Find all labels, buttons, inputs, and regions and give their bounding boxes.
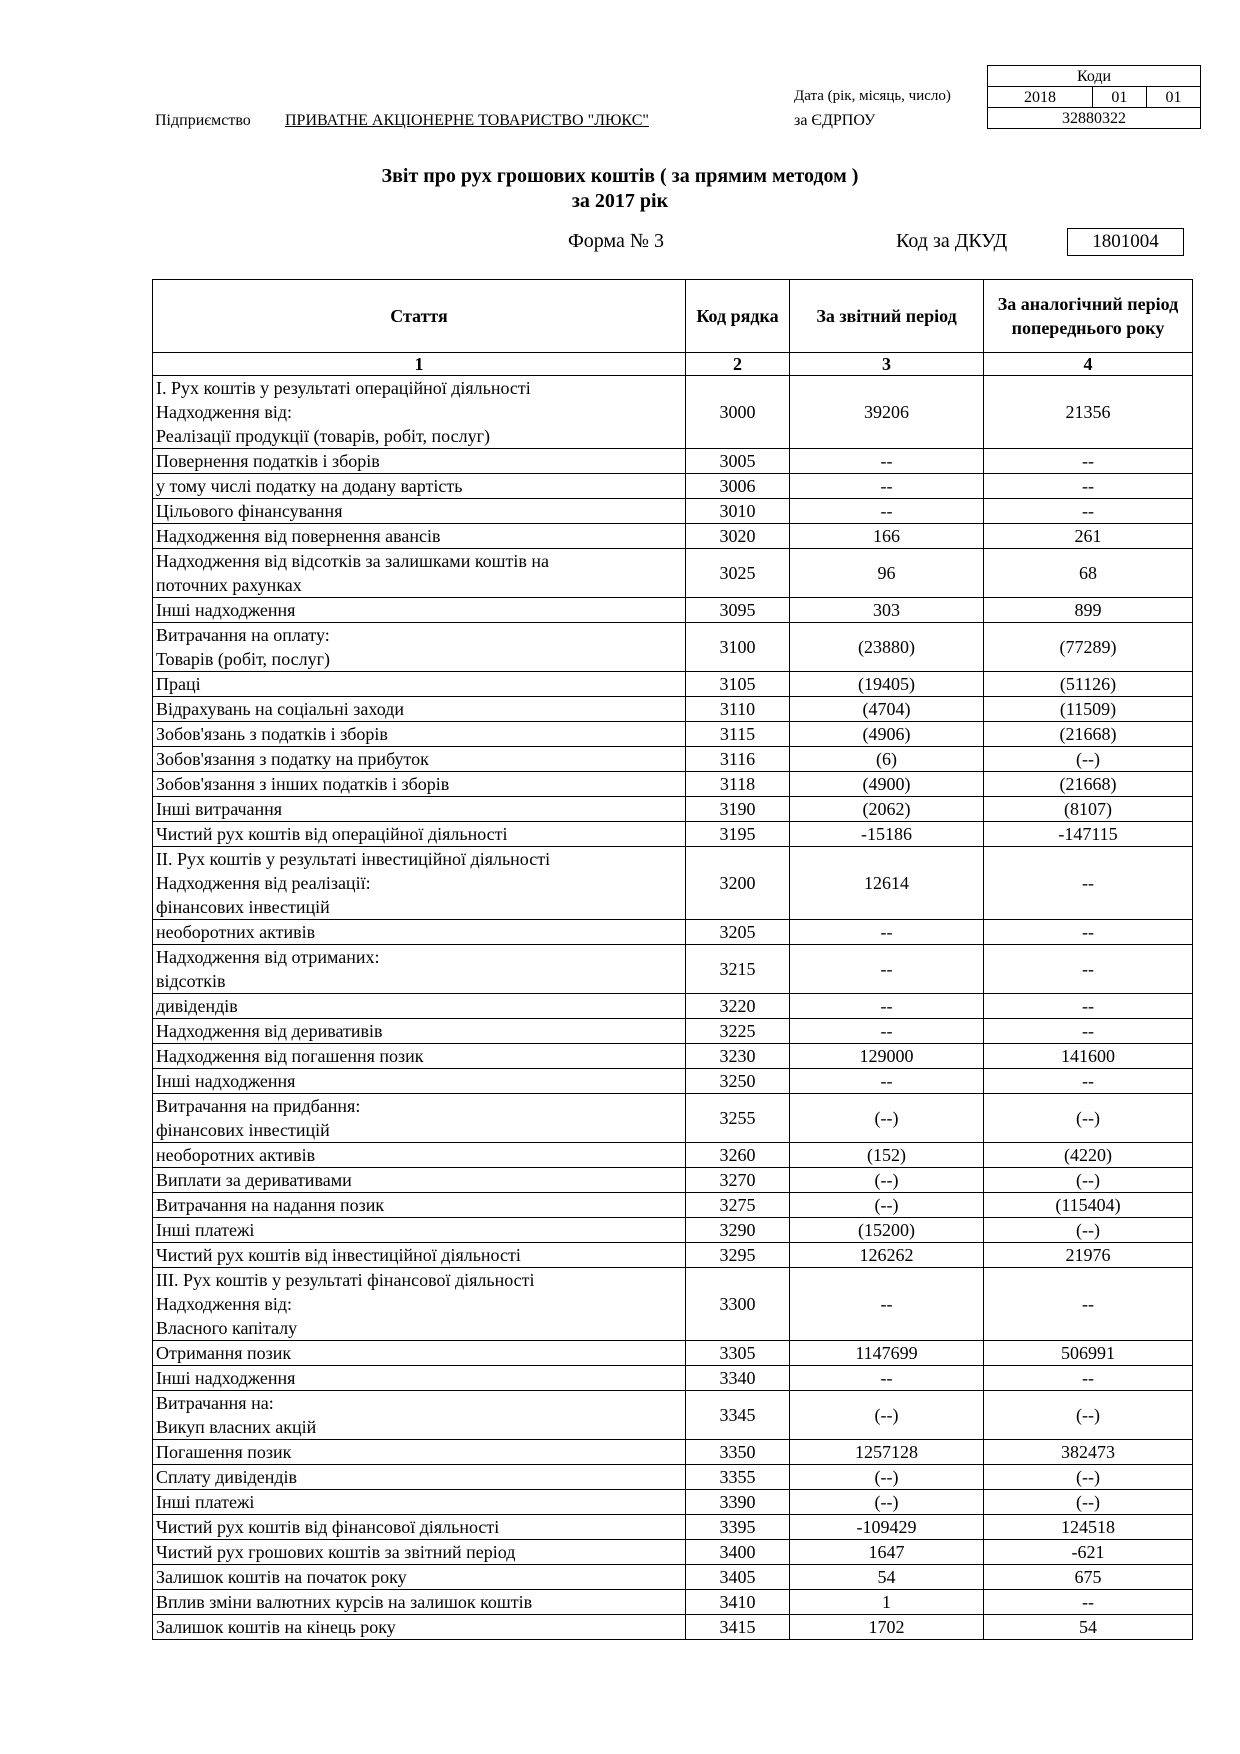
row-previous-value: 261: [984, 524, 1193, 549]
row-previous-value: --: [984, 847, 1193, 920]
form-number: Форма № 3: [568, 230, 664, 252]
row-code: 3230: [686, 1044, 790, 1069]
row-code: 3355: [686, 1465, 790, 1490]
row-current-value: (4704): [790, 697, 984, 722]
col-number-2: 2: [686, 353, 790, 376]
row-code: 3340: [686, 1366, 790, 1391]
row-label: Надходження від погашення позик: [153, 1044, 686, 1069]
row-current-value: 96: [790, 549, 984, 598]
row-current-value: --: [790, 474, 984, 499]
row-previous-value: --: [984, 449, 1193, 474]
row-current-value: (4900): [790, 772, 984, 797]
row-label: Надходження від відсотків за залишками коштів на поточних рахунках: [153, 549, 686, 598]
row-code: 3100: [686, 623, 790, 672]
row-code: 3220: [686, 994, 790, 1019]
row-current-value: 1257128: [790, 1440, 984, 1465]
row-previous-value: (51126): [984, 672, 1193, 697]
row-previous-value: -147115: [984, 822, 1193, 847]
row-label: Витрачання на надання позик: [153, 1193, 686, 1218]
table-row: [153, 920, 1193, 945]
row-label: Чистий рух коштів від фінансової діяльності: [153, 1515, 686, 1540]
table-row: [153, 1243, 1193, 1268]
codes-box: [987, 65, 1201, 129]
row-previous-value: 68: [984, 549, 1193, 598]
row-label: у тому числі податку на додану вартість: [153, 474, 686, 499]
table-row: [153, 847, 1193, 920]
row-label: Залишок коштів на початок року: [153, 1565, 686, 1590]
row-code: 3006: [686, 474, 790, 499]
table-row: [153, 1094, 1193, 1143]
report-title: Звіт про рух грошових коштів ( за прямим методом ): [381, 165, 859, 187]
row-current-value: (--): [790, 1193, 984, 1218]
row-label: дивідендів: [153, 994, 686, 1019]
row-current-value: (4906): [790, 722, 984, 747]
table-header-row: [153, 280, 1193, 353]
table-row: [153, 747, 1193, 772]
table-row: [153, 822, 1193, 847]
row-previous-value: --: [984, 1019, 1193, 1044]
table-row: [153, 376, 1193, 449]
row-current-value: --: [790, 945, 984, 994]
enterprise-name: ПРИВАТНЕ АКЦІОНЕРНЕ ТОВАРИСТВО "ЛЮКС": [285, 112, 649, 129]
row-label: Отримання позик: [153, 1341, 686, 1366]
row-previous-value: 21356: [984, 376, 1193, 449]
row-current-value: (--): [790, 1391, 984, 1440]
row-label: ІІІ. Рух коштів у результаті фінансової діяльності Надходження від: Власного капіталу: [153, 1268, 686, 1341]
row-code: 3095: [686, 598, 790, 623]
row-current-value: 1147699: [790, 1341, 984, 1366]
row-code: 3190: [686, 797, 790, 822]
row-current-value: 54: [790, 1565, 984, 1590]
dkud-label: Код за ДКУД: [896, 230, 1008, 252]
row-label: Надходження від отриманих: відсотків: [153, 945, 686, 994]
row-code: 3405: [686, 1565, 790, 1590]
row-current-value: 1: [790, 1590, 984, 1615]
row-label: Інші надходження: [153, 598, 686, 623]
header-current: За звітний період: [790, 280, 984, 353]
row-current-value: (--): [790, 1465, 984, 1490]
row-previous-value: --: [984, 474, 1193, 499]
row-previous-value: --: [984, 499, 1193, 524]
row-code: 3255: [686, 1094, 790, 1143]
table-row: [153, 1069, 1193, 1094]
row-label: Зобов'язань з податків і зборів: [153, 722, 686, 747]
row-code: 3300: [686, 1268, 790, 1341]
date-label: Дата (рік, місяць, число): [794, 88, 951, 104]
cash-flow-table: [152, 279, 1193, 1640]
row-code: 3010: [686, 499, 790, 524]
row-current-value: --: [790, 920, 984, 945]
row-code: 3415: [686, 1615, 790, 1640]
row-label: Залишок коштів на кінець року: [153, 1615, 686, 1640]
row-label: Надходження від деривативів: [153, 1019, 686, 1044]
row-code: 3345: [686, 1391, 790, 1440]
table-row: [153, 549, 1193, 598]
row-label: Інші надходження: [153, 1069, 686, 1094]
row-label: Погашення позик: [153, 1440, 686, 1465]
table-row: [153, 1540, 1193, 1565]
table-row: [153, 598, 1193, 623]
row-current-value: 1702: [790, 1615, 984, 1640]
table-row: [153, 672, 1193, 697]
row-current-value: (--): [790, 1168, 984, 1193]
row-previous-value: (--): [984, 1218, 1193, 1243]
row-label: Інші надходження: [153, 1366, 686, 1391]
col-number-4: 4: [984, 353, 1193, 376]
row-previous-value: (21668): [984, 722, 1193, 747]
row-previous-value: (--): [984, 1094, 1193, 1143]
row-code: 3400: [686, 1540, 790, 1565]
row-current-value: (6): [790, 747, 984, 772]
row-label: Праці: [153, 672, 686, 697]
row-code: 3215: [686, 945, 790, 994]
row-previous-value: (--): [984, 1490, 1193, 1515]
row-label: Інші платежі: [153, 1218, 686, 1243]
row-current-value: 129000: [790, 1044, 984, 1069]
row-current-value: -15186: [790, 822, 984, 847]
table-row: [153, 1515, 1193, 1540]
row-previous-value: --: [984, 1069, 1193, 1094]
date-month: 01: [1092, 87, 1146, 108]
row-code: 3118: [686, 772, 790, 797]
edrpou-label: за ЄДРПОУ: [794, 112, 876, 129]
row-previous-value: --: [984, 945, 1193, 994]
row-previous-value: 506991: [984, 1341, 1193, 1366]
codes-title: Коди: [988, 66, 1201, 87]
table-row: [153, 945, 1193, 994]
row-code: 3205: [686, 920, 790, 945]
row-previous-value: --: [984, 920, 1193, 945]
row-code: 3295: [686, 1243, 790, 1268]
table-row: [153, 1565, 1193, 1590]
table-row: [153, 499, 1193, 524]
row-code: 3005: [686, 449, 790, 474]
table-row: [153, 1044, 1193, 1069]
dkud-code: 1801004: [1067, 228, 1184, 256]
row-code: 3116: [686, 747, 790, 772]
row-current-value: --: [790, 1069, 984, 1094]
row-current-value: --: [790, 1268, 984, 1341]
enterprise-label: Підприємство: [155, 112, 251, 129]
row-current-value: --: [790, 1366, 984, 1391]
row-previous-value: 675: [984, 1565, 1193, 1590]
table-row: [153, 994, 1193, 1019]
row-current-value: 12614: [790, 847, 984, 920]
table-row: [153, 1615, 1193, 1640]
row-code: 3200: [686, 847, 790, 920]
row-label: Витрачання на: Викуп власних акцій: [153, 1391, 686, 1440]
row-code: 3020: [686, 524, 790, 549]
row-code: 3390: [686, 1490, 790, 1515]
row-code: 3105: [686, 672, 790, 697]
col-number-1: 1: [153, 353, 686, 376]
table-row: [153, 1218, 1193, 1243]
row-current-value: --: [790, 1019, 984, 1044]
row-label: Зобов'язання з податку на прибуток: [153, 747, 686, 772]
row-label: Повернення податків і зборів: [153, 449, 686, 474]
row-code: 3025: [686, 549, 790, 598]
row-current-value: 126262: [790, 1243, 984, 1268]
row-label: Чистий рух коштів від операційної діяльності: [153, 822, 686, 847]
row-code: 3195: [686, 822, 790, 847]
row-code: 3410: [686, 1590, 790, 1615]
row-code: 3110: [686, 697, 790, 722]
table-row: [153, 1019, 1193, 1044]
column-number-row: [153, 353, 1193, 376]
row-label: Надходження від повернення авансів: [153, 524, 686, 549]
date-day: 01: [1146, 87, 1200, 108]
row-label: необоротних активів: [153, 1143, 686, 1168]
row-code: 3270: [686, 1168, 790, 1193]
row-previous-value: (--): [984, 1391, 1193, 1440]
row-previous-value: --: [984, 1590, 1193, 1615]
row-current-value: (23880): [790, 623, 984, 672]
row-current-value: 303: [790, 598, 984, 623]
table-row: [153, 1143, 1193, 1168]
row-previous-value: 141600: [984, 1044, 1193, 1069]
table-row: [153, 1391, 1193, 1440]
row-current-value: (152): [790, 1143, 984, 1168]
row-previous-value: (77289): [984, 623, 1193, 672]
table-row: [153, 772, 1193, 797]
row-previous-value: (4220): [984, 1143, 1193, 1168]
row-code: 3290: [686, 1218, 790, 1243]
row-previous-value: (11509): [984, 697, 1193, 722]
report-period: за 2017 рік: [571, 190, 669, 212]
row-code: 3225: [686, 1019, 790, 1044]
table-row: [153, 1440, 1193, 1465]
table-row: [153, 1341, 1193, 1366]
row-code: 3115: [686, 722, 790, 747]
table-row: [153, 1168, 1193, 1193]
row-label: І. Рух коштів у результаті операційної діяльності Надходження від: Реалізації продукції (товарів, робіт, послуг): [153, 376, 686, 449]
row-current-value: --: [790, 994, 984, 1019]
row-label: Цільового фінансування: [153, 499, 686, 524]
row-current-value: (--): [790, 1094, 984, 1143]
row-code: 3250: [686, 1069, 790, 1094]
row-code: 3260: [686, 1143, 790, 1168]
header-previous: За аналогічний період попереднього року: [984, 280, 1193, 353]
table-row: [153, 1193, 1193, 1218]
row-current-value: 166: [790, 524, 984, 549]
row-previous-value: 382473: [984, 1440, 1193, 1465]
row-label: Чистий рух грошових коштів за звітний період: [153, 1540, 686, 1565]
row-label: Відрахувань на соціальні заходи: [153, 697, 686, 722]
row-label: Витрачання на оплату: Товарів (робіт, послуг): [153, 623, 686, 672]
table-row: [153, 1590, 1193, 1615]
table-row: [153, 524, 1193, 549]
row-label: Сплату дивідендів: [153, 1465, 686, 1490]
table-row: [153, 1490, 1193, 1515]
row-label: Витрачання на придбання: фінансових інвестицій: [153, 1094, 686, 1143]
table-body: [153, 376, 1193, 1640]
row-previous-value: (--): [984, 747, 1193, 772]
table-row: [153, 1366, 1193, 1391]
row-previous-value: --: [984, 994, 1193, 1019]
row-label: ІІ. Рух коштів у результаті інвестиційної діяльності Надходження від реалізації: фінансових інвестицій: [153, 847, 686, 920]
table-row: [153, 722, 1193, 747]
row-current-value: (--): [790, 1490, 984, 1515]
row-label: Зобов'язання з інших податків і зборів: [153, 772, 686, 797]
row-code: 3395: [686, 1515, 790, 1540]
row-previous-value: -621: [984, 1540, 1193, 1565]
edrpou-code: 32880322: [988, 108, 1201, 129]
row-previous-value: (21668): [984, 772, 1193, 797]
row-current-value: (19405): [790, 672, 984, 697]
row-previous-value: 21976: [984, 1243, 1193, 1268]
row-previous-value: --: [984, 1366, 1193, 1391]
row-previous-value: 124518: [984, 1515, 1193, 1540]
header-article: Стаття: [153, 280, 686, 353]
row-current-value: --: [790, 449, 984, 474]
row-current-value: 1647: [790, 1540, 984, 1565]
row-label: Вплив зміни валютних курсів на залишок коштів: [153, 1590, 686, 1615]
table-row: [153, 797, 1193, 822]
row-current-value: --: [790, 499, 984, 524]
row-current-value: -109429: [790, 1515, 984, 1540]
table-row: [153, 1268, 1193, 1341]
row-previous-value: --: [984, 1268, 1193, 1341]
row-label: необоротних активів: [153, 920, 686, 945]
row-code: 3275: [686, 1193, 790, 1218]
row-label: Виплати за деривативами: [153, 1168, 686, 1193]
row-label: Інші витрачання: [153, 797, 686, 822]
row-current-value: (2062): [790, 797, 984, 822]
header-code: Код рядка: [686, 280, 790, 353]
table-row: [153, 474, 1193, 499]
row-previous-value: (--): [984, 1168, 1193, 1193]
table-row: [153, 697, 1193, 722]
row-previous-value: 899: [984, 598, 1193, 623]
row-code: 3305: [686, 1341, 790, 1366]
table-row: [153, 1465, 1193, 1490]
row-current-value: 39206: [790, 376, 984, 449]
row-previous-value: (115404): [984, 1193, 1193, 1218]
row-previous-value: (--): [984, 1465, 1193, 1490]
row-previous-value: 54: [984, 1615, 1193, 1640]
row-current-value: (15200): [790, 1218, 984, 1243]
row-code: 3350: [686, 1440, 790, 1465]
date-year: 2018: [988, 87, 1093, 108]
table-row: [153, 623, 1193, 672]
row-label: Інші платежі: [153, 1490, 686, 1515]
table-row: [153, 449, 1193, 474]
row-label: Чистий рух коштів від інвестиційної діяльності: [153, 1243, 686, 1268]
row-previous-value: (8107): [984, 797, 1193, 822]
row-code: 3000: [686, 376, 790, 449]
col-number-3: 3: [790, 353, 984, 376]
